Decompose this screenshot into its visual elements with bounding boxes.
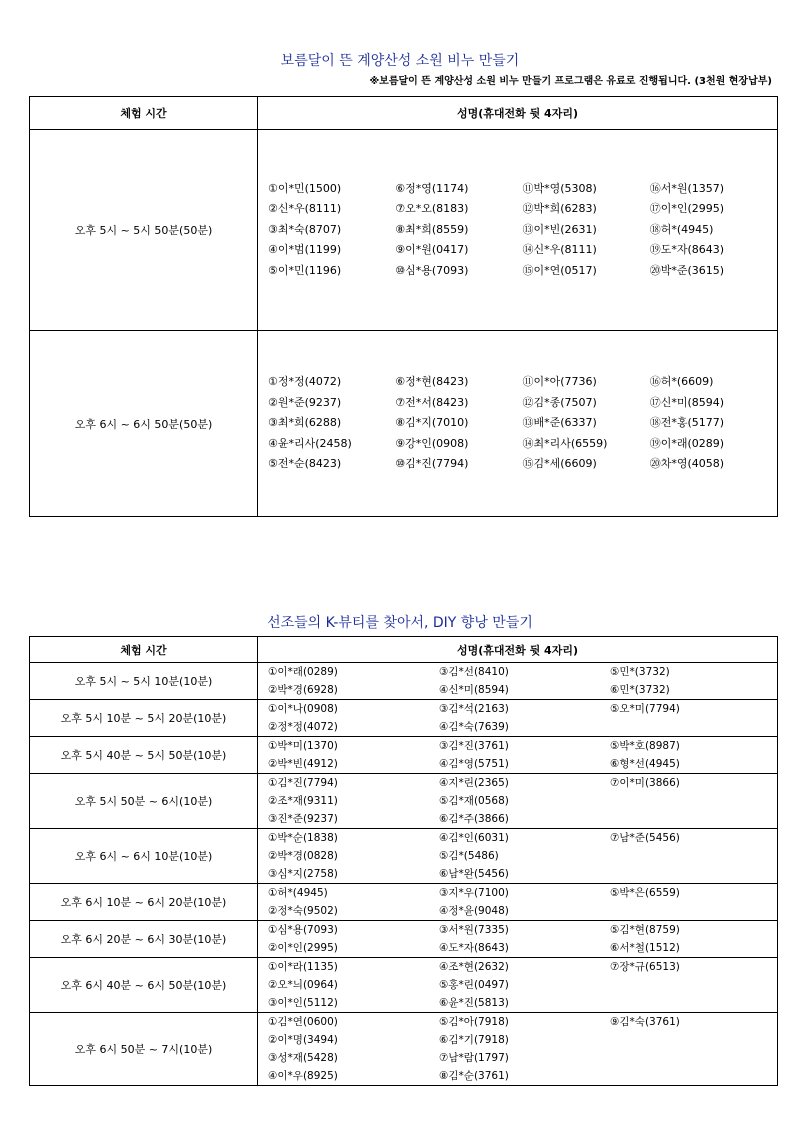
participant: ④정*윤(9048): [439, 905, 509, 917]
participant: ⑤김*현(8759): [610, 924, 680, 936]
participant: ⑥윤*진(5813): [439, 997, 509, 1009]
slot-time: 오후 5시 10분 ~ 5시 20분(10분): [30, 700, 258, 737]
participant: ⑥민*(3732): [610, 684, 670, 696]
participant: ⑦이*미(3866): [610, 777, 680, 789]
participant: ⑥김*기(7918): [439, 1034, 509, 1046]
slot-time: 오후 6시 40분 ~ 6시 50분(10분): [30, 958, 258, 1013]
fee-note: ※보름달이 뜬 계양산성 소원 비누 만들기 프로그램은 유료로 진행됩니다. (3천원 현장납부): [369, 76, 772, 87]
slot-time: 오후 5시 ~ 5시 50분(50분): [30, 130, 258, 331]
participant: ①허*(4945): [268, 887, 328, 899]
participant: ⑦오*오(8183): [395, 202, 469, 216]
participant: ⑧김*지(7010): [395, 416, 469, 430]
participant: ③심*지(2758): [268, 868, 338, 880]
participant: [610, 976, 777, 994]
participant: ③진*준(9237): [268, 813, 338, 825]
participant: ⑲이*래(0289): [649, 436, 725, 450]
name-grid: [258, 737, 777, 773]
participant: ⑱허*(4945): [649, 222, 714, 236]
participant: ②정*숙(9502): [268, 905, 338, 917]
participant: ⑤이*민(1196): [268, 263, 342, 277]
participant: ①이*나(0908): [268, 703, 338, 715]
participant: ⑥서*철(1512): [610, 942, 680, 954]
participant: ③이*인(5112): [268, 997, 338, 1009]
participant: ②신*우(8111): [268, 202, 342, 216]
participant: ③김*선(8410): [439, 666, 509, 678]
participant: ④신*미(8594): [439, 684, 509, 696]
participant: ①이*라(1135): [268, 961, 338, 973]
participant: ⑤김*아(7918): [439, 1016, 509, 1028]
slot-time: 오후 6시 20분 ~ 6시 30분(10분): [30, 921, 258, 958]
participant: ①심*용(7093): [268, 924, 338, 936]
participant: ⑳차*영(4058): [649, 457, 725, 471]
participant: ②박*경(6928): [268, 684, 338, 696]
participant: ⑰이*인(2995): [649, 202, 725, 216]
header-time: 체험 시간: [30, 97, 258, 130]
participant: ②이*인(2995): [268, 942, 338, 954]
participant: ⑱전*홍(5177): [649, 416, 725, 430]
participant: ③최*희(6288): [268, 416, 342, 430]
slot-time: 오후 5시 ~ 5시 10분(10분): [30, 663, 258, 700]
participant: ①박*미(1370): [268, 740, 338, 752]
participant: ①이*래(0289): [268, 666, 338, 678]
participant: ⑨이*원(0417): [395, 243, 469, 257]
participant: ②박*경(0828): [268, 850, 338, 862]
participant: ⑤김*(5486): [439, 850, 499, 862]
header-names: 성명(휴대전화 뒷 4자리): [258, 637, 778, 663]
section1-table: [29, 96, 778, 517]
participant: [610, 902, 777, 920]
participant: ②조*재(9311): [268, 795, 338, 807]
participant: ⑧김*순(3761): [439, 1070, 509, 1082]
participant: ④김*인(6031): [439, 832, 509, 844]
participant: ⑩김*진(7794): [395, 457, 469, 471]
slot-time: 오후 6시 50분 ~ 7시(10분): [30, 1013, 258, 1086]
name-grid: [258, 921, 777, 957]
participant: ④이*우(8925): [268, 1070, 338, 1082]
participant: ⑥정*현(8423): [395, 375, 469, 389]
participant: ①김*진(7794): [268, 777, 338, 789]
participant: ②원*준(9237): [268, 395, 342, 409]
participant: ⑨강*인(0908): [395, 436, 469, 450]
participant: ⑤박*은(6559): [610, 887, 680, 899]
participant: ⑪이*아(7736): [522, 375, 597, 389]
participant: [610, 847, 777, 865]
participant: ⑳박*준(3615): [649, 263, 725, 277]
participant: ②오*늬(0964): [268, 979, 338, 991]
header-time: 체험 시간: [30, 637, 258, 663]
participant: ②이*명(3494): [268, 1034, 338, 1046]
participant: ④김*숙(7639): [439, 721, 509, 733]
participant: ⑫김*종(7507): [522, 395, 597, 409]
participant: ⑲도*자(8643): [649, 243, 725, 257]
participant: [610, 1049, 777, 1067]
participant: ⑤김*재(0568): [439, 795, 509, 807]
participant: [610, 994, 777, 1012]
name-grid: [258, 663, 777, 699]
participant: ②정*정(4072): [268, 721, 338, 733]
participant: ⑤민*(3732): [610, 666, 670, 678]
participant: ⑥김*주(3866): [439, 813, 509, 825]
name-grid: [258, 958, 777, 1012]
participant: ⑮이*연(0517): [522, 263, 597, 277]
participant: ①박*순(1838): [268, 832, 338, 844]
participant: ⑪박*영(5308): [522, 181, 597, 195]
participant: ⑥형*선(4945): [610, 758, 680, 770]
participant: ⑬배*준(6337): [522, 416, 597, 430]
slot-time: 오후 5시 50분 ~ 6시(10분): [30, 774, 258, 829]
participant: ⑭신*우(8111): [522, 243, 597, 257]
name-grid: [258, 180, 777, 281]
name-grid: [258, 774, 777, 828]
participant: ⑨김*숙(3761): [610, 1016, 680, 1028]
participant: ②박*빈(4912): [268, 758, 338, 770]
participant: ⑦남*준(5456): [610, 832, 680, 844]
participant: ③최*숙(8707): [268, 222, 342, 236]
participant: ⑯서*원(1357): [649, 181, 725, 195]
participant: ⑦전*서(8423): [395, 395, 469, 409]
name-grid: [258, 884, 777, 920]
section1-title: 보름달이 뜬 계양산성 소원 비누 만들기: [280, 53, 520, 69]
participant: ⑫박*희(6283): [522, 202, 597, 216]
participant: ⑧최*희(8559): [395, 222, 469, 236]
participant: [610, 1067, 777, 1085]
section2-table: [29, 636, 778, 1086]
participant: ⑤오*미(7794): [610, 703, 680, 715]
header-names: 성명(휴대전화 뒷 4자리): [258, 97, 778, 130]
slot-time: 오후 6시 ~ 6시 10분(10분): [30, 829, 258, 884]
name-grid: [258, 1013, 777, 1085]
participant: ④김*영(5751): [439, 758, 509, 770]
participant: ④지*린(2365): [439, 777, 509, 789]
slot-time: 오후 6시 ~ 6시 50분(50분): [30, 331, 258, 517]
participant: ⑦장*규(6513): [610, 961, 680, 973]
slot-time: 오후 6시 10분 ~ 6시 20분(10분): [30, 884, 258, 921]
participant: ④이*범(1199): [268, 243, 342, 257]
participant: ④조*현(2632): [439, 961, 509, 973]
slot-time: 오후 5시 40분 ~ 5시 50분(10분): [30, 737, 258, 774]
name-grid: [258, 829, 777, 883]
participant: [610, 865, 777, 883]
participant: [610, 810, 777, 828]
section2-title: 선조들의 K-뷰티를 찾아서, DIY 향낭 만들기: [267, 615, 533, 631]
participant: ⑰신*미(8594): [649, 395, 725, 409]
participant: ①정*정(4072): [268, 375, 342, 389]
participant: ③김*진(3761): [439, 740, 509, 752]
participant: ④도*자(8643): [439, 942, 509, 954]
participant: ⑤박*호(8987): [610, 740, 680, 752]
name-grid: [258, 373, 777, 474]
participant: ①김*연(0600): [268, 1016, 338, 1028]
participant: ⑩심*용(7093): [395, 263, 469, 277]
participant: ⑤홍*린(0497): [439, 979, 509, 991]
participant: ⑦남*람(1797): [439, 1052, 509, 1064]
participant: ③지*우(7100): [439, 887, 509, 899]
participant: ⑤전*순(8423): [268, 457, 342, 471]
participant: ⑮김*세(6609): [522, 457, 597, 471]
participant: ⑥남*완(5456): [439, 868, 509, 880]
participant: ③성*재(5428): [268, 1052, 338, 1064]
participant: ③서*원(7335): [439, 924, 509, 936]
participant: ③김*석(2163): [439, 703, 509, 715]
participant: [610, 792, 777, 810]
participant: ④윤*리사(2458): [268, 436, 352, 450]
participant: ⑥정*영(1174): [395, 181, 469, 195]
participant: [610, 718, 777, 736]
participant: ⑯허*(6609): [649, 375, 714, 389]
participant: [610, 1031, 777, 1049]
participant: ⑬이*빈(2631): [522, 222, 597, 236]
name-grid: [258, 700, 777, 736]
participant: ①이*민(1500): [268, 181, 342, 195]
participant: ⑭최*리사(6559): [522, 436, 608, 450]
